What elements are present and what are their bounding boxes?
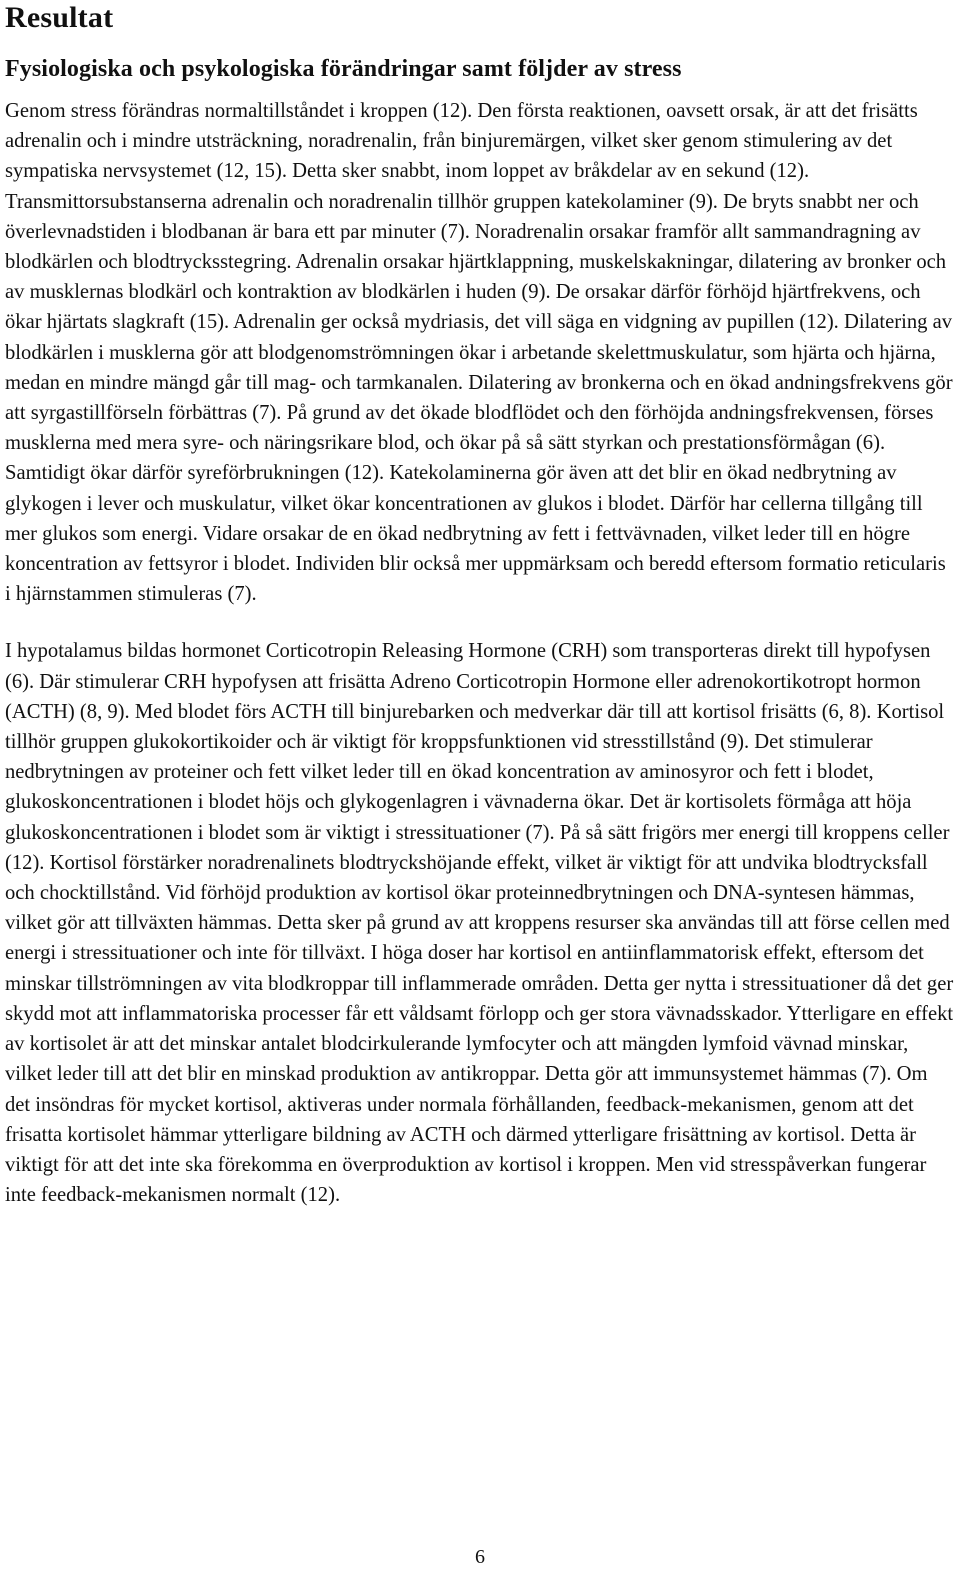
page-number: 6 [475,1546,485,1568]
body-paragraph-cortisol: I hypotalamus bildas hormonet Corticotropin Releasing Hormone (CRH) som transporteras direkt till hypofysen (6). Där stimulerar CRH hypofysen att frisätta Adreno Corticotropin Hormone eller adrenokortikotropt hormon (ACTH) (8, 9). Med blodet förs ACTH till binjurebarken och medverkar där till att kortisol frisätts (6, 8). Kortisol tillhör gruppen glukokortikoider och är viktigt för kroppsfunktionen vid stresstillstånd (9). Det stimulerar nedbrytningen av proteiner och fett vilket leder till en ökad koncentration av aminosyror och fett i blodet, glukoskoncentrationen i blodet höjs och glykogenlagren i vävnaderna ökar. Det är kortisolets förmåga att höja glukoskoncentrationen i blodet som är viktigt i stressituationer (7). På så sätt frigörs mer energi till kroppens celler (12). Kortisol förstärker noradrenalinets blodtryckshöjande effekt, vilket är viktigt för att undvika blodtrycksfall och chocktillstånd. Vid förhöjd produktion av kortisol ökar proteinnedbrytningen och DNA-syntesen hämmas, vilket gör att tillväxten hämmas. Detta sker på grund av att kroppens resurser ska användas till att förse cellen med energi i stressituationer och inte för tillväxt. I höga doser har kortisol en antiinflammatorisk effekt, eftersom det minskar tillströmningen av vita blodkroppar till inflammerade områden. Detta ger nytta i stressituationer då det ger skydd mot att inflammatoriska processer får ett våldsamt förlopp och ger stora vävnadsskador. Ytterligare en effekt av kortisolet är att det minskar antalet blodcirkulerande lymfocyter och att mängden lymfoid vävnad minskar, vilket leder till att det blir en minskad produktion av antikroppar. Detta gör att immunsystemet hämmas (7). Om det insöndras för mycket kortisol, aktiveras under normala förhållanden, feedback-mekanismen, genom att det frisatta kortisolet hämmar ytterligare bildning av ACTH och därmed ytterligare frisättning av kortisol. Detta är viktigt för att det inte ska förekomma en överproduktion av kortisol i kroppen. Men vid stresspåverkan fungerar inte feedback-mekanismen normalt (12). [5,640,954,1207]
subsection-title: Fysiologiska och psykologiska förändringar samt följder av stress [5,56,682,82]
section-title: Resultat [5,1,114,34]
body-paragraph-stress-response: Genom stress förändras normaltillståndet i kroppen (12). Den första reaktionen, oavsett orsak, är att det frisätts adrenalin och i mindre utsträckning, noradrenalin, från binjuremärgen, vilket sker genom stimulering av det sympatiska nervsystemet (12, 15). Detta sker snabbt, inom loppet av bråkdelar av en sekund (12). Transmittorsubstanserna adrenalin och noradrenalin tillhör gruppen katekolaminer (9). De bryts snabbt ner och överlevnadstiden i blodbanan är bara ett par minuter (7). Noradrenalin orsakar framför allt sammandragning av blodkärlen och blodtrycksstegring. Adrenalin orsakar hjärtklappning, muskelskakningar, dilatering av bronker och av musklernas blodkärl och kontraktion av blodkärlen i huden (9). De orsakar därför förhöjd hjärtfrekvens, och ökar hjärtats slagkraft (15). Adrenalin ger också mydriasis, det vill säga en vidgning av pupillen (12). Dilatering av blodkärlen i musklerna gör att blodgenomströmningen ökar i arbetande skelettmuskulatur, som hjärta och hjärna, medan en mindre mängd går till mag- och tarmkanalen. Dilatering av bronkerna och en ökad andningsfrekvens gör att syrgastillförseln förbättras (7). På grund av det ökade blodflödet och den förhöjda andningsfrekvensen, förses musklerna med mera syre- och näringsrikare blod, och ökar på så sätt styrkan och prestationsförmågan (6). Samtidigt ökar därför syreförbrukningen (12). Katekolaminerna gör även att det blir en ökad nedbrytning av glykogen i lever och muskulatur, vilket ökar koncentrationen av glukos i blodet. Därför har cellerna tillgång till mer glukos som energi. Vidare orsakar de en ökad nedbrytning av fett i fettvävnaden, vilket leder till en högre koncentration av fettsyror i blodet. Individen blir också mer uppmärksam och beredd eftersom formatio reticularis i hjärnstammen stimuleras (7). [5,100,953,606]
document-page [5,0,955,1210]
